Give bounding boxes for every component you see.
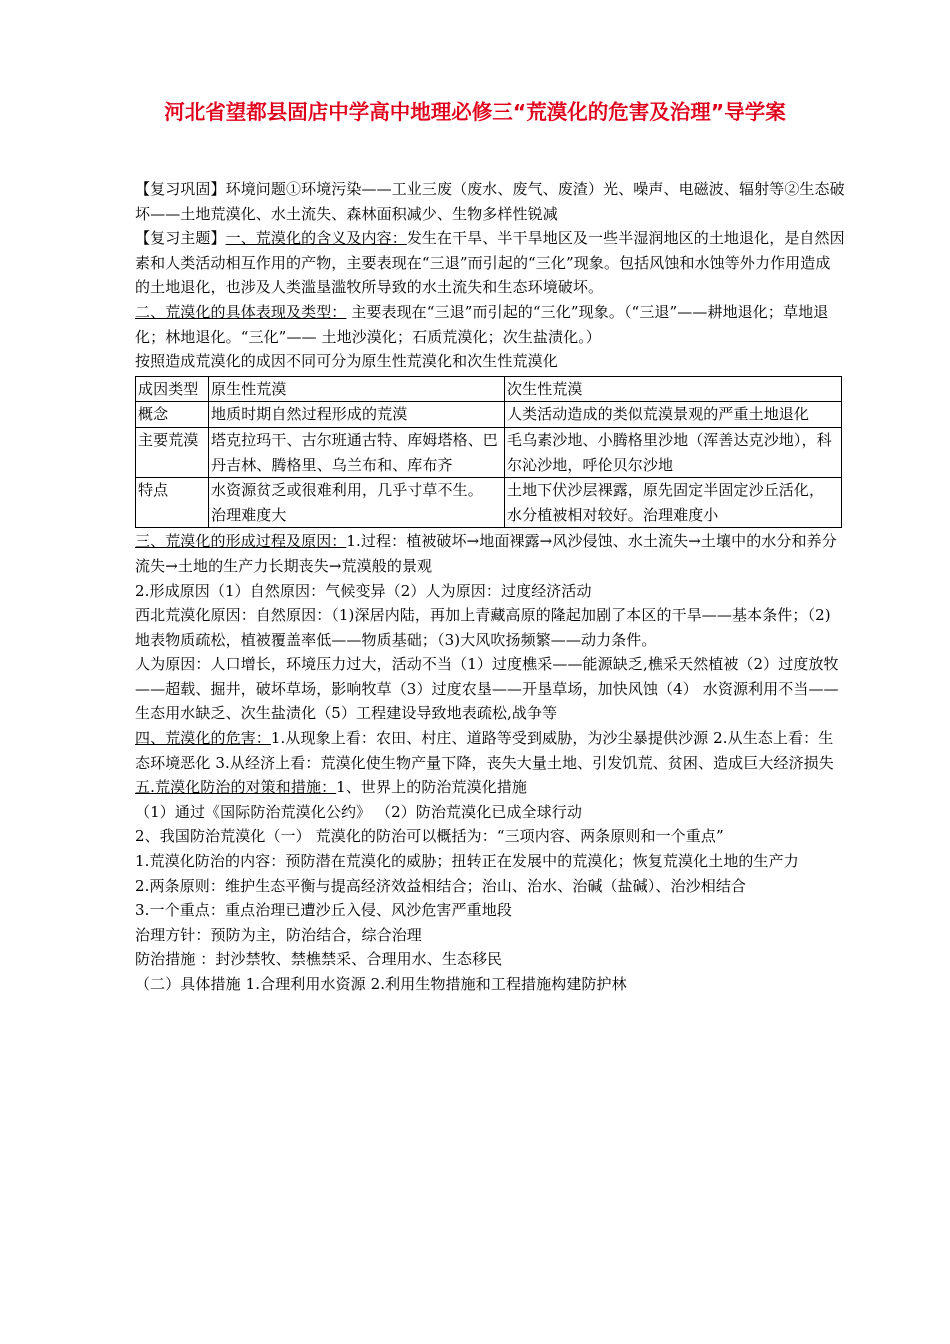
section4-text: 1.从现象上看：农田、村庄、道路等受到威胁，为沙尘暴提供沙源 2.从生态上看：生态环境恶化 3.从经济上看：荒漠化使生物产量下降，丧失大量土地、引发饥荒、贫困、造成巨大经济损失 <box>135 729 834 772</box>
section2-intro: 按照造成荒漠化的成因不同可分为原生性荒漠化和次生性荒漠化 <box>135 352 558 371</box>
section4-paragraph <box>135 726 845 775</box>
section5-line: 1.荒漠化防治的内容：预防潜在荒漠化的威胁；扭转正在发展中的荒漠化；恢复荒漠化土地的生产力 <box>135 852 799 871</box>
table-cell: 地质时期自然过程形成的荒漠 <box>209 402 505 428</box>
theme-label: 【复习主题】 <box>135 229 226 248</box>
table-header-row <box>136 376 842 402</box>
table-header-cell: 次生性荒漠 <box>505 376 842 402</box>
table-cell: 毛乌素沙地、小腾格里沙地（浑善达克沙地），科尔沁沙地，呼伦贝尔沙地 <box>505 427 842 477</box>
table-cell: 概念 <box>136 402 209 428</box>
section5-heading: 五.荒漠化防治的对策和措施： <box>135 778 337 797</box>
section2-heading: 二、荒漠化的具体表现及类型： <box>135 302 347 321</box>
section5-text: 1、世界上的防治荒漠化措施 <box>336 778 528 797</box>
section5-line: （1）通过《国际防治荒漠化公约》 （2）防治荒漠化已成全球行动 <box>135 802 582 821</box>
review-label: 【复习巩固】 <box>135 180 226 198</box>
section2-paragraph <box>135 300 845 349</box>
section2-text: 主要表现在“三退”而引起的“三化”现象。（“三退”——耕地退化；草地退化；林地退化。“三化”—— 土地沙漠化；石质荒漠化；次生盐渍化。） <box>135 302 829 346</box>
review-paragraph <box>135 177 845 226</box>
table-cell: 特点 <box>136 478 209 528</box>
section3-process: 1.过程：植被破坏→地面裸露→风沙侵蚀、水土流失→土壤中的水分和养分流失→土地的生产力长期丧失→荒漠般的景观 <box>135 532 837 575</box>
table-row <box>136 478 842 528</box>
section3-heading: 三、荒漠化的形成过程及原因： <box>135 532 347 551</box>
section3-causes: 2.形成原因（1）自然原因：气候变异（2）人为原因：过度经济活动 <box>135 581 592 600</box>
table-cell: 主要荒漠 <box>136 427 209 477</box>
section1-heading: 一、荒漠化的含义及内容： <box>225 229 407 248</box>
section5-line: 2.两条原则：维护生态平衡与提高经济效益相结合；治山、治水、治碱（盐碱）、治沙相结合 <box>135 876 747 895</box>
section5-line: 2、我国防治荒漠化（一） 荒漠化的防治可以概括为：“三项内容、两条原则和一个重点” <box>135 827 724 846</box>
table-cell: 土地下伏沙层裸露，原先固定半固定沙丘活化，水分植被相对较好。治理难度小 <box>505 478 842 528</box>
section5-line: 防治措施 ：封沙禁牧、禁樵禁采、合理用水、生态移民 <box>135 950 503 969</box>
desertification-type-table <box>135 376 842 529</box>
table-cell: 塔克拉玛干、古尔班通古特、库姆塔格、巴丹吉林、腾格里、乌兰布和、库布齐 <box>209 427 505 477</box>
section3-paragraph <box>135 529 845 578</box>
section5-line: 治理方针：预防为主，防治结合，综合治理 <box>135 925 422 944</box>
table-header-cell: 成因类型 <box>136 376 209 402</box>
page-title: 河北省望都县固店中学高中地理必修三“荒漠化的危害及治理”导学案 <box>164 100 786 124</box>
theme-paragraph <box>135 226 845 300</box>
section3-human: 人为原因：人口增长，环境压力过大，活动不当（1）过度樵采——能源缺乏,樵采天然植被（2）过度放牧——超载、掘井，破坏草场，影响牧草（3）过度农垦——开垦草场，加快风蚀（4） 水资源利用不当——生态用水缺乏、次生盐渍化（5）工程建设导致地表疏松,战争等 <box>135 655 839 723</box>
section5-paragraph <box>135 775 845 800</box>
table-cell: 水资源贫乏或很难利用，几乎寸草不生。 治理难度大 <box>209 478 505 528</box>
review-text: 环境问题①环境污染——工业三废（废水、废气、废渣）光、噪声、电磁波、辐射等②生态破坏——土地荒漠化、水土流失、森林面积减少、生物多样性锐减 <box>135 180 845 223</box>
section5-line: （二）具体措施 1.合理利用水资源 2.利用生物措施和工程措施构建防护林 <box>135 975 627 993</box>
table-row <box>136 427 842 477</box>
document-body <box>135 177 845 997</box>
table-cell: 人类活动造成的类似荒漠景观的严重土地退化 <box>505 402 842 428</box>
table-header-cell: 原生性荒漠 <box>209 376 505 402</box>
section4-heading: 四、荒漠化的危害： <box>135 729 271 748</box>
section5-line: 3.一个重点：重点治理已遭沙丘入侵、风沙危害严重地段 <box>135 901 512 920</box>
table-row <box>136 402 842 428</box>
theme-text: 发生在干旱、半干旱地区及一些半湿润地区的土地退化，是自然因素和人类活动相互作用的产物，主要表现在“三退”而引起的“三化”现象。包括风蚀和水蚀等外力作用造成的土地退化，也涉及人类滥垦滥牧所导致的水土流失和生态环境破坏。 <box>135 229 845 297</box>
section3-northwest: 西北荒漠化原因：自然原因：（1)深居内陆，再加上青藏高原的隆起加剧了本区的干旱——基本条件；（2)地表物质疏松，植被覆盖率低——物质基础；（3)大风吹扬频繁——动力条件。 <box>135 606 831 649</box>
